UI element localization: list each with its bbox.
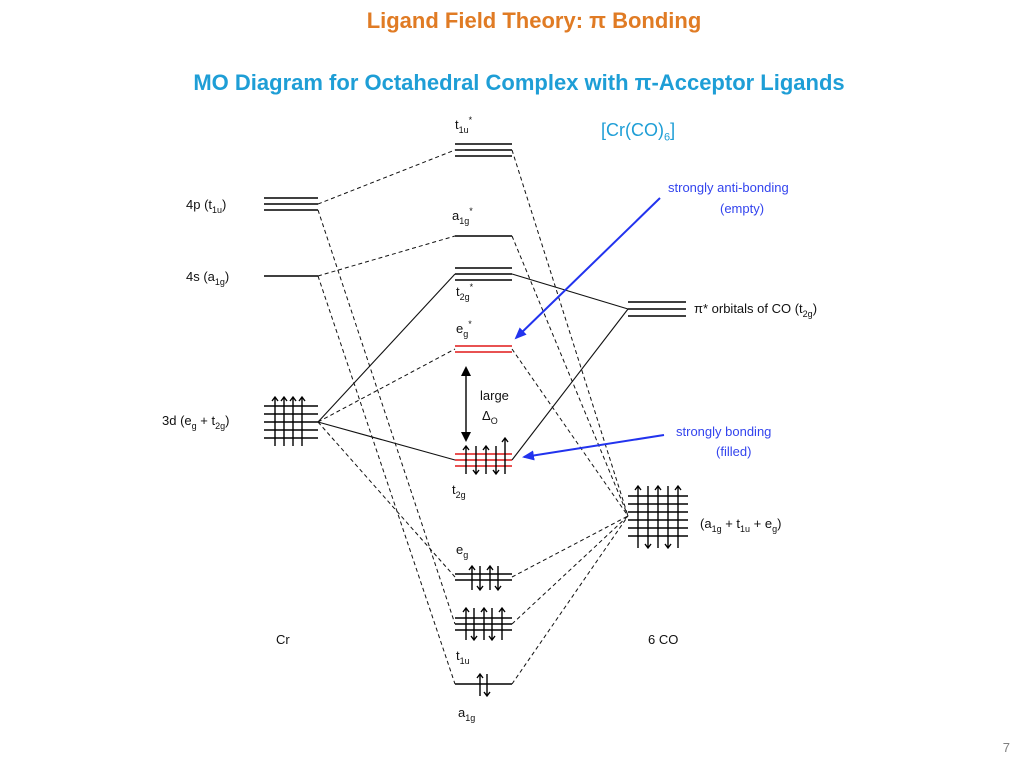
callout-antibonding-line1: strongly anti-bonding (668, 180, 789, 195)
label-large: large (480, 388, 509, 403)
slide-subtitle: MO Diagram for Octahedral Complex with π-Acceptor Ligands (193, 70, 845, 95)
mo-a1g-level (455, 674, 512, 696)
mo-eg-star-level (455, 346, 512, 352)
mo-t2g-star-level (455, 268, 512, 280)
mo-eg-level (455, 566, 512, 590)
label-sigma: $(a_{1g} + t_{1u} + e_g)$ (700, 516, 782, 534)
complex-formula-close: ] (670, 120, 676, 140)
label-pistar: π* orbitals of CO $(t_{2g})$ (694, 301, 818, 319)
antibonding-callout-arrow (516, 198, 660, 338)
mo-t1u-level (455, 608, 512, 640)
complex-formula-subscript: 6 (663, 131, 671, 144)
label-ligand: 6 CO (648, 632, 679, 647)
page-number: 7 (1002, 740, 1010, 755)
label-t1u-star: $t_{1u}^*$ (455, 115, 473, 135)
mo-t2g-level (455, 438, 512, 474)
label-delta-o: $\Delta_O$ (482, 408, 498, 426)
label-t1u: $t_{1u}$ (456, 648, 470, 666)
callout-bonding-line1: strongly bonding (676, 424, 772, 439)
correlation-lines (318, 150, 628, 684)
label-3d: 3d $(e_g + t_{2g})$ (162, 413, 230, 431)
mo-t1u-star-level (455, 144, 512, 156)
label-a1g-star: $a_{1g}^*$ (452, 206, 473, 226)
bonding-callout-arrow (524, 435, 664, 457)
label-metal: Cr (276, 632, 290, 647)
label-t2g-star: $t_{2g}^*$ (456, 282, 474, 302)
label-eg-star: $e_g^*$ (456, 319, 472, 339)
label-a1g: $a_{1g}$ (458, 705, 476, 723)
label-4p: 4p $(t_{1u})$ (186, 197, 227, 215)
callout-antibonding-line2: (empty) (720, 201, 765, 216)
metal-3d-level (264, 397, 318, 446)
ligand-pistar-level (628, 302, 686, 316)
slide-title: Ligand Field Theory: π Bonding (366, 8, 702, 33)
ligand-sigma-level (628, 486, 688, 548)
label-4s: 4s $(a_{1g})$ (186, 269, 230, 287)
label-t2g: $t_{2g}$ (452, 482, 466, 500)
metal-4p-level (264, 198, 318, 210)
complex-formula-base: [Cr(CO) (601, 120, 664, 140)
callout-bonding-line2: (filled) (716, 444, 752, 459)
label-eg: $e_g$ (456, 542, 469, 560)
